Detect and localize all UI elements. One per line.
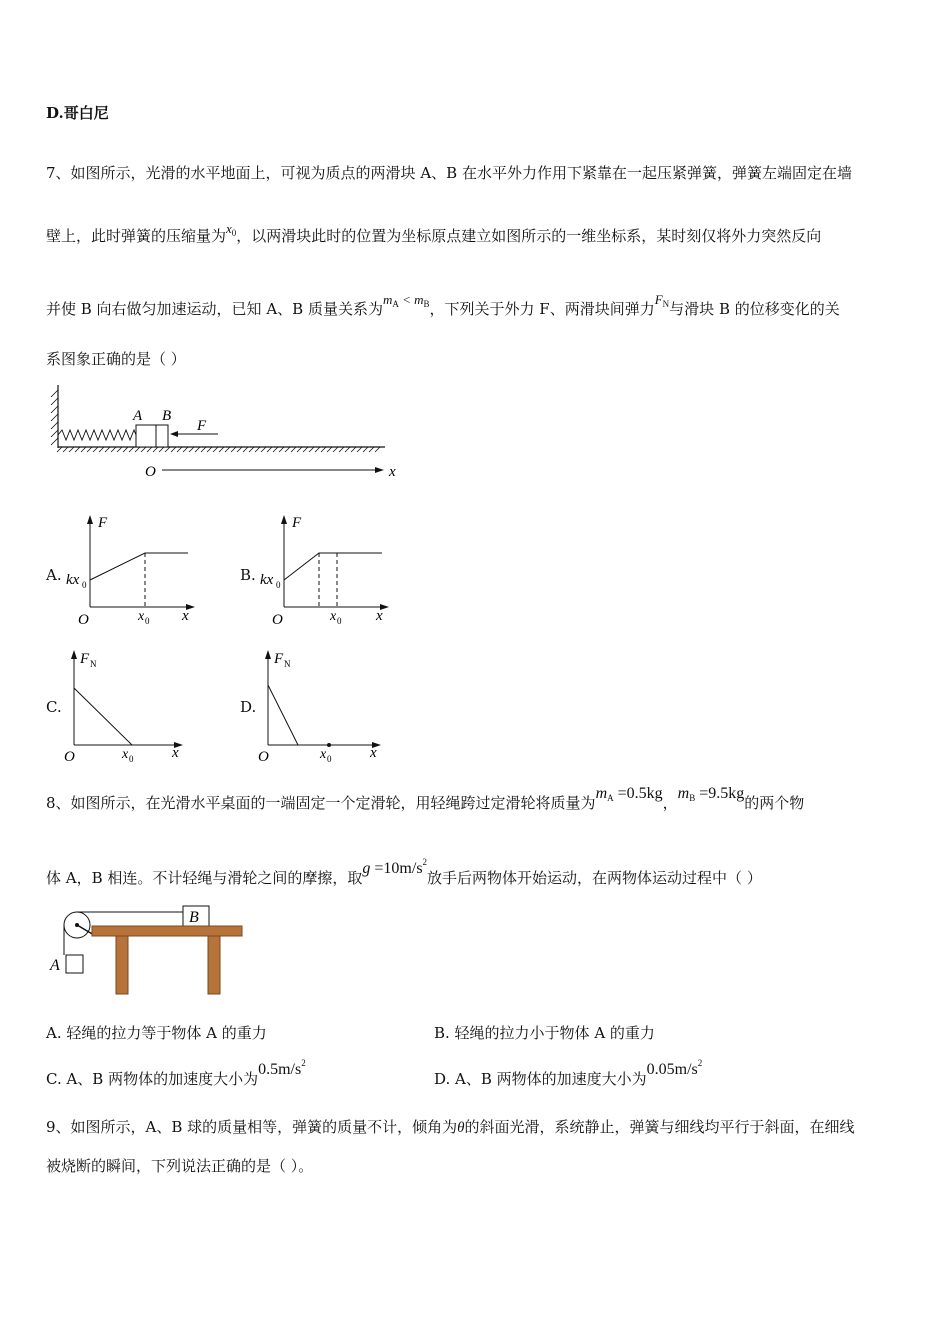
q7-line-2a: 壁上，此时弹簧的压缩量为 — [46, 227, 227, 245]
label-f: F — [197, 418, 207, 434]
svg-text:x: x — [122, 747, 129, 762]
label-b: B — [162, 408, 172, 424]
q8-line-1 — [46, 785, 805, 813]
svg-text:B: B — [189, 909, 199, 926]
q8-option-a: A. 轻绳的拉力等于物体 A 的重力 — [46, 1024, 267, 1042]
g-expr: $g =10m/s^2$ — [362, 857, 428, 877]
q7-line-3c: 与滑块 B 的位移变化的关 — [669, 300, 840, 318]
q8-option-c: C. A、B 两物体的加速度大小为$0.5m/s^2$ — [46, 1058, 306, 1088]
graph-d-label: D. — [240, 698, 257, 716]
svg-text:x: x — [320, 747, 327, 762]
svg-text:F: F — [80, 651, 90, 667]
q7-line-2 — [46, 221, 822, 246]
svg-text:N: N — [284, 659, 291, 669]
graph-b-label: B. — [240, 566, 256, 584]
block-b — [156, 425, 168, 447]
q7-line-3 — [46, 292, 840, 319]
svg-text:N: N — [90, 659, 97, 669]
q9-line-2: 被烧断的瞬间，下列说法正确的是（ ）。 — [46, 1157, 314, 1175]
q7-line-1: 7、如图所示，光滑的水平地面上，可视为质点的两滑块 A、B 在水平外力作用下紧靠在一起压紧弹簧，弹簧左端固定在墙 — [46, 164, 852, 182]
q7-spring-figure — [40, 380, 410, 480]
q7-line-4: 系图象正确的是（ ） — [46, 350, 186, 368]
q9-line-1: 9、如图所示，A、B 球的质量相等，弹簧的质量不计，倾角为θ的斜面光滑，系统静止，弹簧与细线均平行于斜面，在细线 — [46, 1118, 855, 1136]
svg-text:kx: kx — [260, 572, 274, 588]
q6-option-d: D.哥白尼 — [46, 104, 109, 122]
svg-text:0: 0 — [129, 754, 134, 764]
svg-text:O: O — [272, 612, 283, 628]
graph-c-label: C. — [46, 698, 62, 716]
svg-text:kx: kx — [66, 572, 80, 588]
q8-option-b: B. 轻绳的拉力小于物体 A 的重力 — [434, 1024, 655, 1042]
label-a: A — [133, 408, 143, 424]
q8-line-1b: 的两个物 — [744, 794, 805, 812]
graph-c — [60, 645, 210, 765]
mass-relation: $m_A < m_B$ — [382, 292, 430, 309]
svg-text:x: x — [330, 609, 337, 624]
graph-a-label: A. — [46, 566, 62, 584]
q7-line-3a: 并使 B 向右做匀加速运动，已知 A、B 质量关系为 — [46, 300, 383, 318]
q8-option-d: D. A、B 两物体的加速度大小为$0.05m/s^2$ — [434, 1058, 703, 1088]
graph-d — [254, 645, 404, 765]
svg-text:x: x — [138, 609, 145, 624]
graph-a — [60, 510, 210, 630]
svg-text:F: F — [274, 651, 284, 667]
mb-expr: $m_B =9.5kg$ — [677, 785, 745, 803]
svg-text:x: x — [370, 745, 377, 761]
svg-text:0: 0 — [145, 616, 150, 626]
svg-text:x: x — [172, 745, 179, 761]
block-a — [136, 425, 156, 447]
svg-text:0: 0 — [327, 754, 332, 764]
svg-text:x: x — [182, 608, 189, 624]
x0-symbol: $x_0$ — [226, 221, 237, 238]
block-a-hanging — [66, 955, 83, 973]
svg-text:0: 0 — [337, 616, 342, 626]
svg-text:O: O — [78, 612, 89, 628]
spring — [58, 430, 136, 440]
svg-text:O: O — [64, 749, 75, 765]
q8-line-2 — [46, 857, 762, 888]
svg-text:x: x — [376, 608, 383, 624]
q8-line-2b: 放手后两物体开始运动，在两物体运动过程中（ ） — [427, 869, 762, 887]
label-x: x — [389, 464, 396, 480]
svg-text:0: 0 — [82, 580, 87, 590]
q8-line-2a: 体 A，B 相连。不计轻绳与滑轮之间的摩擦，取 — [46, 869, 363, 887]
fn-symbol: $F_N$ — [654, 292, 670, 309]
svg-text:0: 0 — [276, 580, 281, 590]
svg-text:O: O — [258, 749, 269, 765]
comma: ， — [662, 794, 678, 812]
q7-line-3b: ，下列关于外力 F、两滑块间弹力 — [429, 300, 655, 318]
graph-b — [254, 510, 404, 630]
theta-symbol: θ — [457, 1120, 465, 1136]
svg-text:A: A — [50, 957, 60, 974]
q8-line-1a: 8、如图所示，在光滑水平桌面的一端固定一个定滑轮，用轻绳跨过定滑轮将质量为 — [46, 794, 596, 812]
svg-text:F: F — [292, 515, 302, 531]
q7-line-2b: ，以两滑块此时的位置为坐标原点建立如图所示的一维坐标系，某时刻仅将外力突然反向 — [236, 227, 822, 245]
ma-expr: $m_A =0.5kg$ — [595, 785, 663, 803]
svg-text:F: F — [98, 515, 108, 531]
label-o: O — [145, 464, 156, 480]
q8-table-figure — [46, 905, 256, 1000]
